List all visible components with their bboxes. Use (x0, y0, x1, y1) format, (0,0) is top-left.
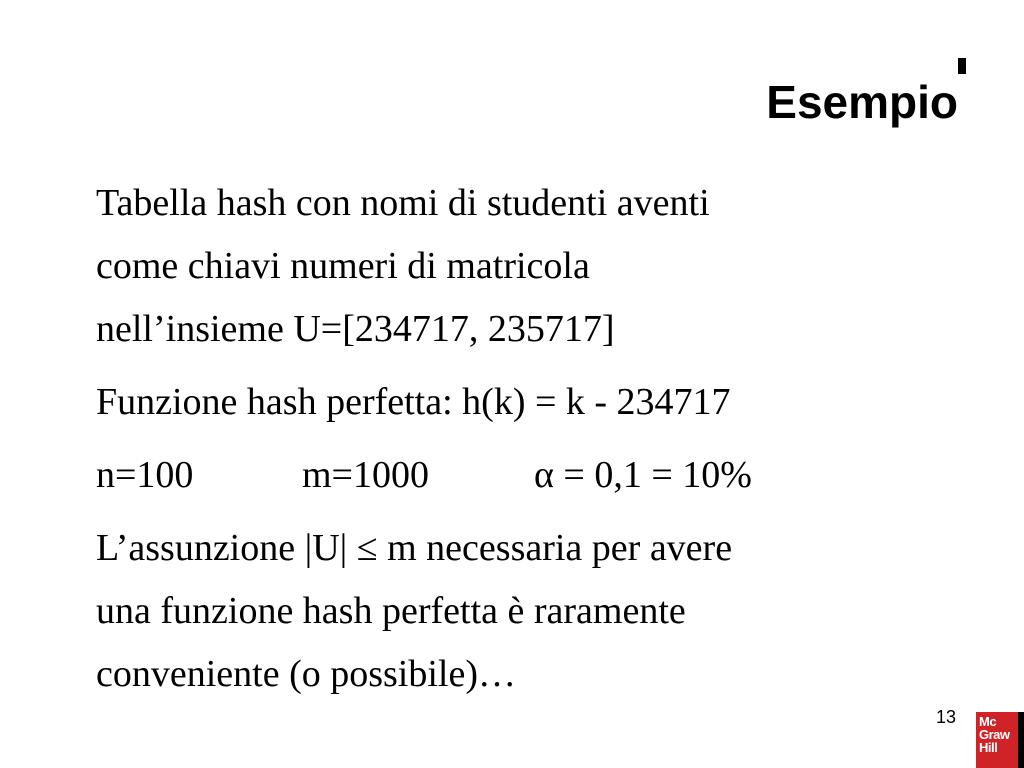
parameters-line (96, 444, 976, 507)
paragraph-parameters (96, 444, 976, 507)
body-line: Tabella hash con nomi di studenti aventi (96, 182, 710, 224)
logo-text: Mc (979, 714, 997, 729)
body-line: una funzione hash perfetta è raramente (96, 590, 686, 632)
paragraph-hash-function (96, 371, 976, 434)
slide-number: 13 (936, 707, 957, 727)
body-line: L’assunzione |U| ≤ m necessaria per avere (96, 527, 733, 569)
body-line: conveniente (o possibile)… (96, 653, 517, 695)
title-accent-bar (958, 58, 966, 74)
body-line: come chiavi numeri di matricola (96, 245, 590, 287)
param-n: n=100 (96, 454, 194, 496)
paragraph-assumption (96, 517, 976, 706)
logo-text: Graw (979, 727, 1010, 742)
mcgraw-hill-logo (976, 712, 1020, 768)
body-line: Funzione hash perfetta: h(k) = k - 234717 (96, 381, 731, 423)
logo-edge (1018, 712, 1024, 768)
slide-title: Esempio (766, 76, 958, 128)
logo-text: Hill (979, 740, 998, 755)
body-line: nell’insieme U=[234717, 235717] (96, 308, 615, 350)
param-m: m=1000 (302, 454, 429, 496)
slide-body (96, 172, 976, 716)
paragraph-hash-table (96, 172, 976, 361)
param-alpha: α = 0,1 = 10% (534, 454, 752, 496)
